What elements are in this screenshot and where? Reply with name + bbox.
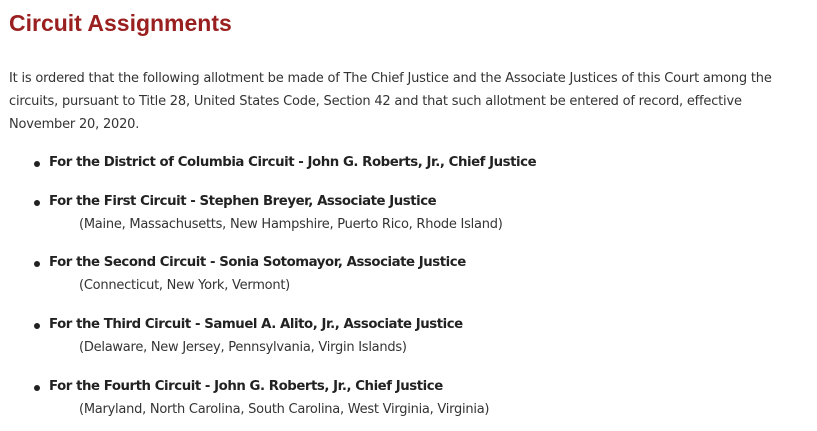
bullet-icon	[34, 261, 40, 267]
intro-line: circuits, pursuant to Title 28, United States Code, Section 42 and that such allotment be entered of record, effective	[9, 94, 742, 109]
circuit-heading: For the Fourth Circuit - John G. Roberts, Jr., Chief Justice	[49, 379, 443, 394]
page-title: Circuit Assignments	[9, 10, 232, 36]
bullet-icon	[34, 323, 40, 329]
circuit-states: (Maine, Massachusetts, New Hampshire, Puerto Rico, Rhode Island)	[79, 217, 503, 232]
bullet-icon	[34, 161, 40, 167]
circuit-heading: For the Second Circuit - Sonia Sotomayor, Associate Justice	[49, 255, 466, 270]
bullet-icon	[34, 385, 40, 391]
circuit-heading: For the First Circuit - Stephen Breyer, Associate Justice	[49, 194, 437, 209]
intro-line: It is ordered that the following allotment be made of The Chief Justice and the Associate Justices of this Court among the	[9, 71, 772, 86]
intro-line: November 20, 2020.	[9, 117, 140, 132]
circuit-states: (Maryland, North Carolina, South Carolina, West Virginia, Virginia)	[79, 402, 490, 417]
circuit-states: (Connecticut, New York, Vermont)	[79, 278, 291, 293]
bullet-icon	[34, 200, 40, 206]
circuit-heading: For the District of Columbia Circuit - John G. Roberts, Jr., Chief Justice	[49, 155, 537, 170]
intro-paragraph	[9, 67, 817, 136]
circuit-heading: For the Third Circuit - Samuel A. Alito, Jr., Associate Justice	[49, 317, 463, 332]
circuit-states: (Delaware, New Jersey, Pennsylvania, Virgin Islands)	[79, 340, 407, 355]
